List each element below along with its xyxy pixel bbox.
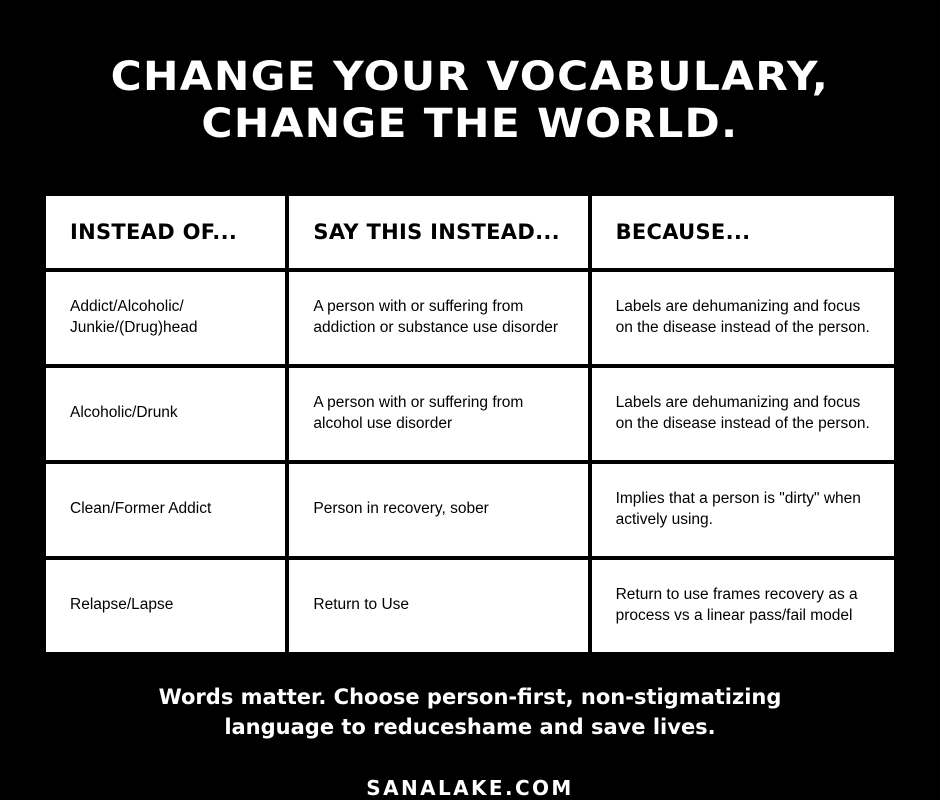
table-header-row — [46, 196, 894, 268]
vocabulary-table-container — [42, 192, 898, 656]
table-row — [46, 560, 894, 652]
page-title-line-2: CHANGE THE WORLD. — [201, 100, 739, 147]
cell-instead-of: Addict/Alcoholic/ Junkie/(Drug)head — [46, 272, 285, 364]
cell-say-this-instead: A person with or suffering from alcohol use disorder — [289, 368, 587, 460]
cell-instead-of: Relapse/Lapse — [46, 560, 285, 652]
footnote — [159, 682, 782, 743]
cell-say-this-instead: A person with or suffering from addiction or substance use disorder — [289, 272, 587, 364]
cell-because: Return to use frames recovery as a process vs a linear pass/fail model — [592, 560, 894, 652]
table-body — [46, 272, 894, 652]
table-header — [46, 196, 894, 268]
footnote-line-1: Words matter. Choose person-first, non-stigmatizing — [158, 684, 782, 709]
cell-because: Implies that a person is "dirty" when actively using. — [592, 464, 894, 556]
column-header-instead-of: INSTEAD OF... — [46, 196, 285, 268]
brand-url: SANALAKE.COM — [366, 776, 574, 800]
vocabulary-table — [42, 192, 898, 656]
column-header-because: BECAUSE... — [592, 196, 894, 268]
table-row — [46, 464, 894, 556]
cell-say-this-instead: Return to Use — [289, 560, 587, 652]
table-row — [46, 368, 894, 460]
cell-instead-of: Alcoholic/Drunk — [46, 368, 285, 460]
cell-because: Labels are dehumanizing and focus on the disease instead of the person. — [592, 272, 894, 364]
page-title-line-1: CHANGE YOUR VOCABULARY, — [110, 54, 830, 100]
page-title — [111, 54, 830, 148]
footnote-line-2: language to reduceshame and save lives. — [224, 715, 716, 740]
cell-because: Labels are dehumanizing and focus on the disease instead of the person. — [592, 368, 894, 460]
column-header-say-this-instead: SAY THIS INSTEAD... — [289, 196, 587, 268]
cell-say-this-instead: Person in recovery, sober — [289, 464, 587, 556]
cell-instead-of: Clean/Former Addict — [46, 464, 285, 556]
table-row — [46, 272, 894, 364]
